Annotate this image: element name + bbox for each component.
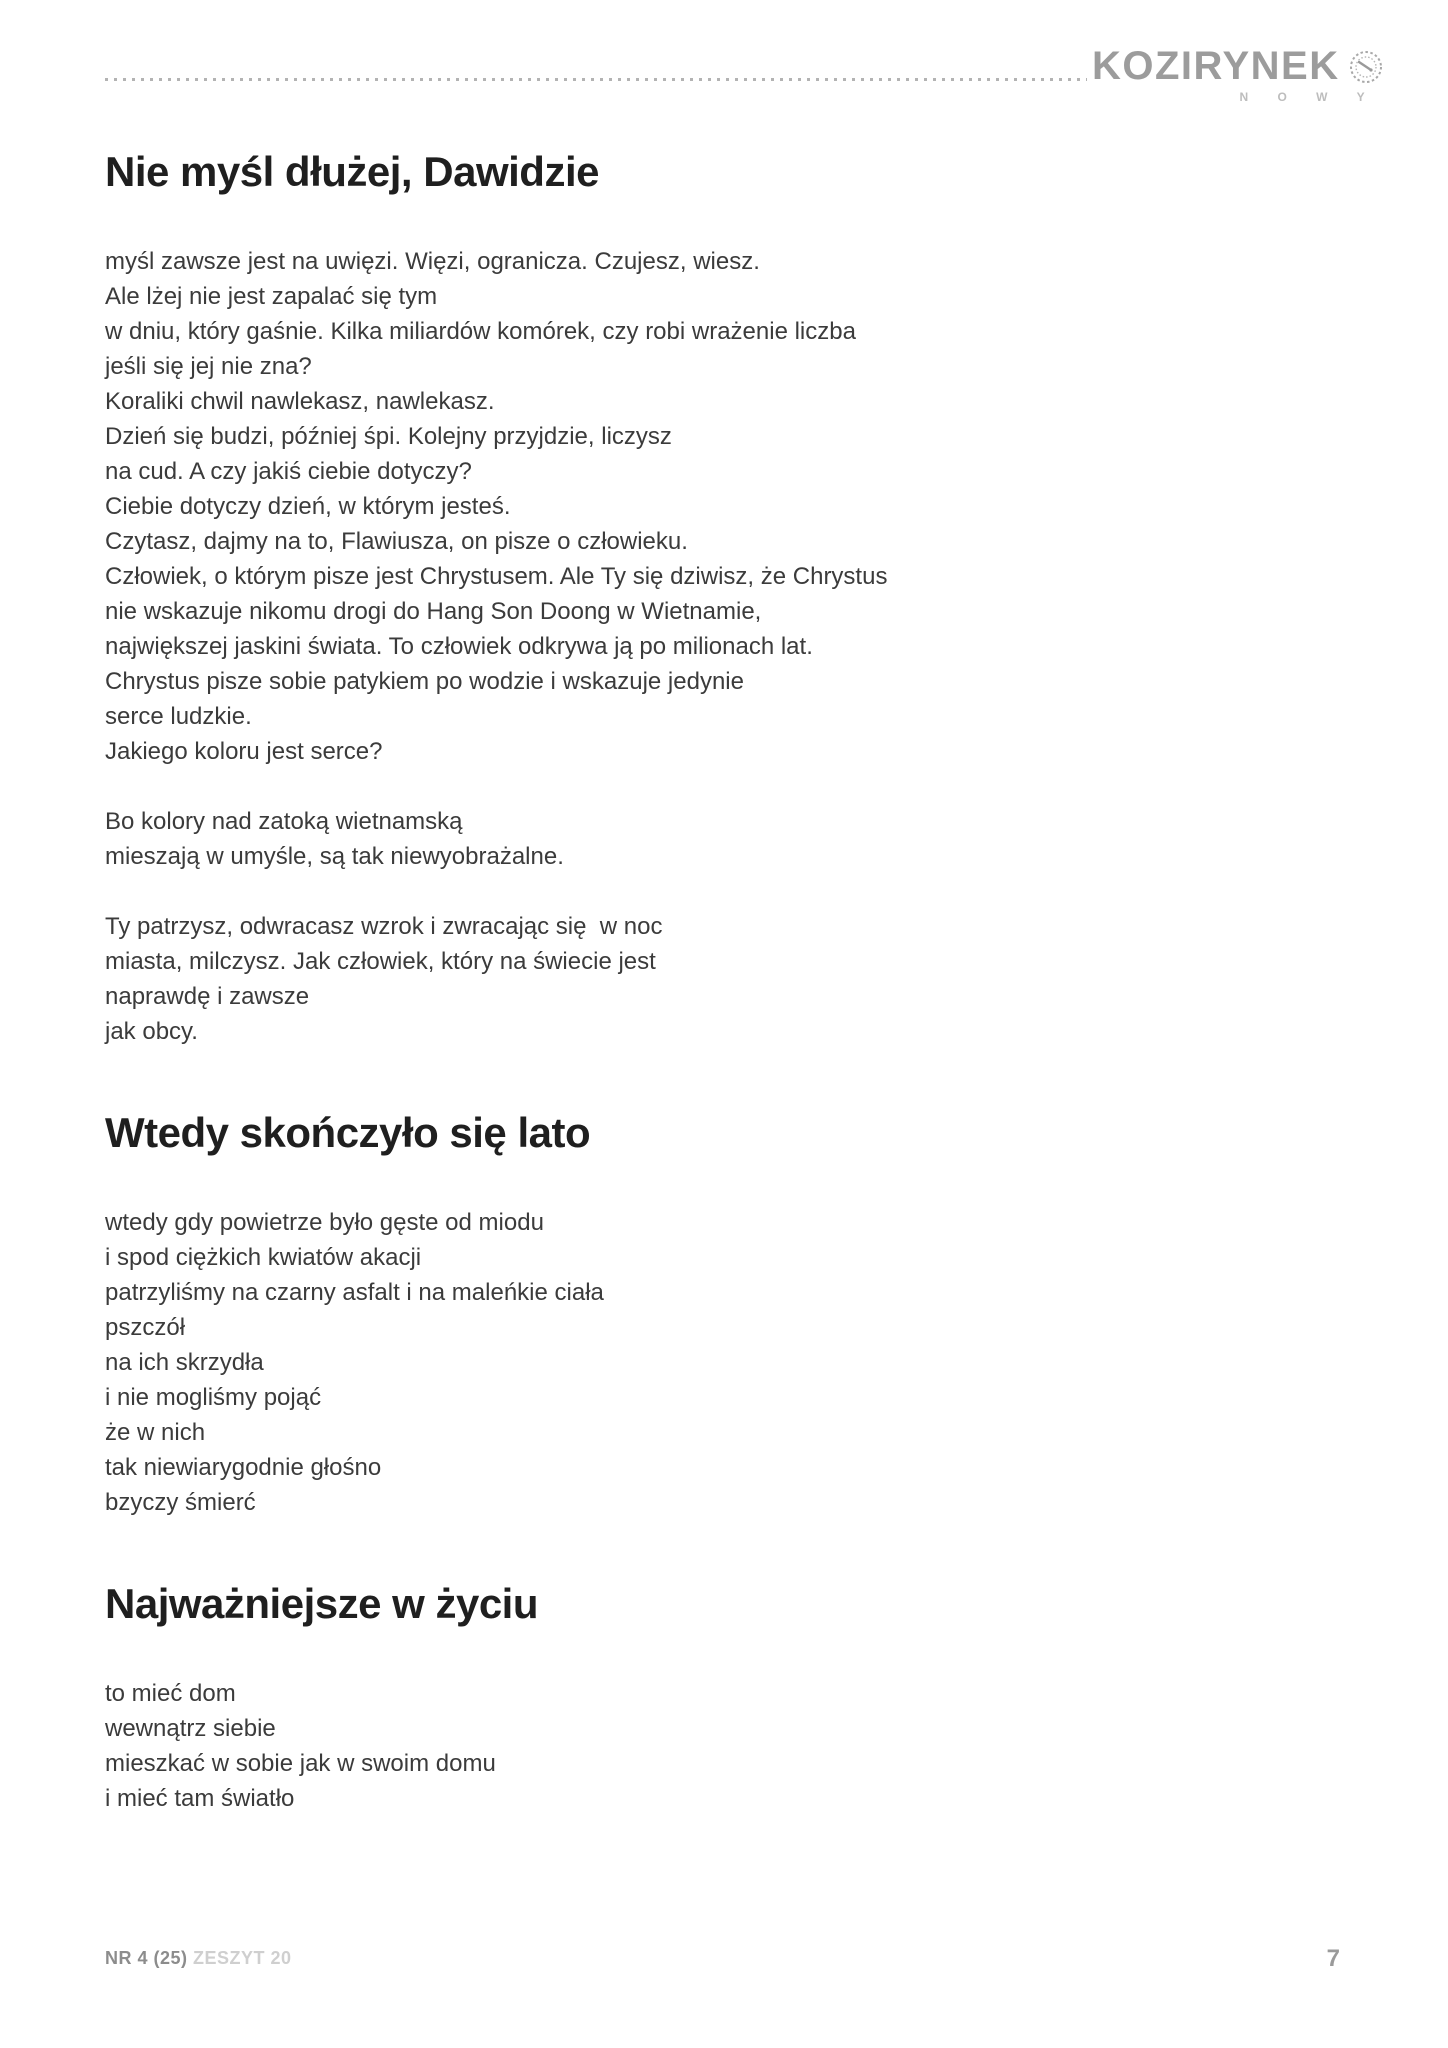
poem <box>105 148 1350 1049</box>
poem <box>105 1109 1350 1520</box>
poem-line: na ich skrzydła <box>105 1349 264 1376</box>
poem-line: myśl zawsze jest na uwięzi. Więzi, ogranicza. Czujesz, wiesz. <box>105 248 760 275</box>
poem-line: miasta, milczysz. Jak człowiek, który na świecie jest <box>105 948 656 975</box>
page-footer <box>105 1945 1340 1972</box>
issue-number: NR 4 (25) <box>105 1948 188 1968</box>
poem-line: Dzień się budzi, później śpi. Kolejny przyjdzie, liczysz <box>105 423 672 450</box>
poem-line: Koraliki chwil nawlekasz, nawlekasz. <box>105 388 495 415</box>
poem-line: mieszkać w sobie jak w swoim domu <box>105 1750 496 1777</box>
stanza <box>105 1205 1350 1520</box>
poem-line: na cud. A czy jakiś ciebie dotyczy? <box>105 458 472 485</box>
poem-line: pszczół <box>105 1314 186 1341</box>
poem-title: Najważniejsze w życiu <box>105 1580 539 1627</box>
poem-line: Ciebie dotyczy dzień, w którym jesteś. <box>105 493 511 520</box>
poem-line: i mieć tam światło <box>105 1785 295 1812</box>
poem-line: wtedy gdy powietrze było gęste od miodu <box>105 1209 544 1236</box>
poem-line: jeśli się jej nie zna? <box>105 353 312 380</box>
poem-line: Ty patrzysz, odwracasz wzrok i zwracając się w noc <box>105 913 663 940</box>
poem-line: bzyczy śmierć <box>105 1489 256 1516</box>
stanza <box>105 1676 1350 1816</box>
issue-info <box>105 1948 292 1969</box>
poem-line: patrzyliśmy na czarny asfalt i na maleńkie ciała <box>105 1279 604 1306</box>
poem-line: Ale lżej nie jest zapalać się tym <box>105 283 438 310</box>
poems <box>105 148 1350 1876</box>
stanza <box>105 909 1350 1049</box>
poem-line: i nie mogliśmy pojąć <box>105 1384 322 1411</box>
poem-title: Nie myśl dłużej, Dawidzie <box>105 148 599 195</box>
poem-line: to mieć dom <box>105 1680 236 1707</box>
poem-line: Jakiego koloru jest serce? <box>105 738 383 765</box>
poem-line: największej jaskini świata. To człowiek odkrywa ją po milionach lat. <box>105 633 813 660</box>
poem-line: nie wskazuje nikomu drogi do Hang Son Doong w Wietnamie, <box>105 598 762 625</box>
logo-stamp-icon <box>1348 49 1384 85</box>
issue-zeszyt: ZESZYT 20 <box>193 1948 292 1968</box>
poem-line: mieszają w umyśle, są tak niewyobrażalne. <box>105 843 564 870</box>
poem-line: Chrystus pisze sobie patykiem po wodzie i wskazuje jedynie <box>105 668 744 695</box>
poem-line: naprawdę i zawsze <box>105 983 310 1010</box>
poem-line: i spod ciężkich kwiatów akacji <box>105 1244 422 1271</box>
poem-line: Bo kolory nad zatoką wietnamską <box>105 808 463 835</box>
header-dotted-rule <box>105 78 1087 81</box>
poem-line: serce ludzkie. <box>105 703 252 730</box>
poem-line: tak niewiarygodnie głośno <box>105 1454 382 1481</box>
page-number: 7 <box>1326 1945 1340 1972</box>
poem-line: Czytasz, dajmy na to, Flawiusza, on pisze o człowieku. <box>105 528 688 555</box>
stanza <box>105 244 1350 769</box>
poem-line: Człowiek, o którym pisze jest Chrystusem. Ale Ty się dziwisz, że Chrystus <box>105 563 888 590</box>
poem-line: jak obcy. <box>105 1018 198 1045</box>
poem <box>105 1580 1350 1816</box>
poem-title: Wtedy skończyło się lato <box>105 1109 591 1156</box>
logo-wordmark: KOZIRYNEK <box>1092 44 1340 88</box>
poem-line: wewnątrz siebie <box>105 1715 276 1742</box>
logo-subtext: N O W Y <box>1239 90 1378 104</box>
kozirynek-logo <box>1092 44 1384 104</box>
poem-line: że w nich <box>105 1419 206 1446</box>
poem-line: w dniu, który gaśnie. Kilka miliardów komórek, czy robi wrażenie liczba <box>105 318 856 345</box>
stanza <box>105 804 1350 874</box>
